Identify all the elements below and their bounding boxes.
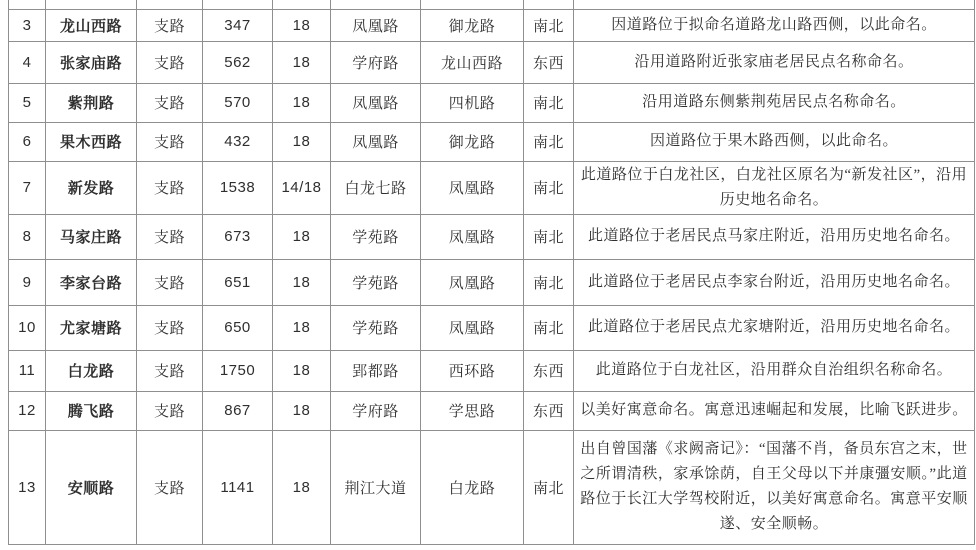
- cell-road-name: 紫荆路: [46, 83, 137, 122]
- table-row: [9, 391, 975, 430]
- cell-start-road: 郢都路: [331, 350, 421, 391]
- empty-cell: [203, 0, 273, 9]
- cell-naming-reason: 沿用道路附近张家庙老居民点名称命名。: [574, 41, 975, 83]
- cell-width: 18: [273, 259, 331, 305]
- empty-cell: [273, 0, 331, 9]
- road-naming-table: [8, 0, 975, 545]
- table-row: [9, 259, 975, 305]
- table-row: [9, 161, 975, 214]
- cell-end-road: 龙山西路: [421, 41, 524, 83]
- empty-cell: [331, 0, 421, 9]
- cell-direction: 南北: [524, 83, 574, 122]
- cell-end-road: 凤凰路: [421, 259, 524, 305]
- cell-width: 18: [273, 122, 331, 161]
- cell-direction: 南北: [524, 430, 574, 544]
- cell-road-name: 李家台路: [46, 259, 137, 305]
- cell-grade: 支路: [137, 305, 203, 350]
- cell-road-name: 张家庙路: [46, 41, 137, 83]
- cell-width: 14/18: [273, 161, 331, 214]
- cell-end-road: 凤凰路: [421, 305, 524, 350]
- cell-start-road: 学苑路: [331, 259, 421, 305]
- cell-naming-reason: 此道路位于老居民点尤家塘附近，沿用历史地名命名。: [574, 305, 975, 350]
- cell-width: 18: [273, 350, 331, 391]
- cell-length: 1141: [203, 430, 273, 544]
- cell-direction: 南北: [524, 259, 574, 305]
- cell-end-road: 四机路: [421, 83, 524, 122]
- cell-end-road: 白龙路: [421, 430, 524, 544]
- table-row: [9, 430, 975, 544]
- cell-end-road: 凤凰路: [421, 214, 524, 259]
- cell-start-road: 学苑路: [331, 214, 421, 259]
- cell-grade: 支路: [137, 214, 203, 259]
- cell-road-name: 尤家塘路: [46, 305, 137, 350]
- cell-road-name: 果木西路: [46, 122, 137, 161]
- empty-cell: [137, 0, 203, 9]
- cell-direction: 东西: [524, 350, 574, 391]
- cell-road-name: 龙山西路: [46, 9, 137, 41]
- cell-end-road: 凤凰路: [421, 161, 524, 214]
- empty-cell: [46, 0, 137, 9]
- cell-grade: 支路: [137, 161, 203, 214]
- cell-naming-reason: 沿用道路东侧紫荆苑居民点名称命名。: [574, 83, 975, 122]
- cell-start-road: 学苑路: [331, 305, 421, 350]
- cell-direction: 南北: [524, 214, 574, 259]
- cell-number: 13: [9, 430, 46, 544]
- cell-grade: 支路: [137, 391, 203, 430]
- cell-start-road: 凤凰路: [331, 9, 421, 41]
- cell-number: 7: [9, 161, 46, 214]
- cell-length: 570: [203, 83, 273, 122]
- cell-road-name: 马家庄路: [46, 214, 137, 259]
- cell-grade: 支路: [137, 259, 203, 305]
- cell-length: 651: [203, 259, 273, 305]
- table-row: [9, 9, 975, 41]
- cell-length: 1750: [203, 350, 273, 391]
- cell-number: 6: [9, 122, 46, 161]
- cell-naming-reason: 此道路位于白龙社区，白龙社区原名为“新发社区”，沿用历史地名命名。: [574, 161, 975, 214]
- cell-start-road: 学府路: [331, 41, 421, 83]
- cell-direction: 东西: [524, 41, 574, 83]
- empty-cell: [574, 0, 975, 9]
- table-row-partial: [9, 0, 975, 9]
- table-row: [9, 305, 975, 350]
- cell-start-road: 凤凰路: [331, 122, 421, 161]
- cell-grade: 支路: [137, 122, 203, 161]
- cell-naming-reason: 此道路位于老居民点李家台附近，沿用历史地名命名。: [574, 259, 975, 305]
- cell-width: 18: [273, 41, 331, 83]
- cell-number: 10: [9, 305, 46, 350]
- cell-number: 8: [9, 214, 46, 259]
- cell-direction: 南北: [524, 161, 574, 214]
- cell-length: 432: [203, 122, 273, 161]
- cell-start-road: 凤凰路: [331, 83, 421, 122]
- cell-naming-reason: 此道路位于老居民点马家庄附近，沿用历史地名命名。: [574, 214, 975, 259]
- cell-width: 18: [273, 9, 331, 41]
- cell-naming-reason: 出自曾国藩《求阙斋记》：“国藩不肖，备员东宫之末，世之所谓清秩，家承馀荫，自王父母以下并康彊安顺。”此道路位于长江大学驾校附近，以美好寓意命名。寓意平安顺遂、安全顺畅。: [574, 430, 975, 544]
- cell-end-road: 御龙路: [421, 122, 524, 161]
- cell-length: 347: [203, 9, 273, 41]
- cell-naming-reason: 以美好寓意命名。寓意迅速崛起和发展，比喻飞跃进步。: [574, 391, 975, 430]
- cell-naming-reason: 因道路位于果木路西侧，以此命名。: [574, 122, 975, 161]
- cell-road-name: 安顺路: [46, 430, 137, 544]
- cell-number: 3: [9, 9, 46, 41]
- cell-end-road: 学思路: [421, 391, 524, 430]
- empty-cell: [9, 0, 46, 9]
- cell-number: 4: [9, 41, 46, 83]
- cell-length: 650: [203, 305, 273, 350]
- cell-width: 18: [273, 83, 331, 122]
- cell-grade: 支路: [137, 9, 203, 41]
- cell-direction: 南北: [524, 305, 574, 350]
- cell-width: 18: [273, 430, 331, 544]
- cell-start-road: 白龙七路: [331, 161, 421, 214]
- cell-direction: 南北: [524, 122, 574, 161]
- cell-naming-reason: 因道路位于拟命名道路龙山路西侧，以此命名。: [574, 9, 975, 41]
- cell-grade: 支路: [137, 83, 203, 122]
- cell-width: 18: [273, 214, 331, 259]
- table-row: [9, 214, 975, 259]
- cell-number: 11: [9, 350, 46, 391]
- table-row: [9, 41, 975, 83]
- cell-number: 9: [9, 259, 46, 305]
- cell-length: 1538: [203, 161, 273, 214]
- cell-start-road: 学府路: [331, 391, 421, 430]
- cell-length: 867: [203, 391, 273, 430]
- cell-length: 562: [203, 41, 273, 83]
- empty-cell: [524, 0, 574, 9]
- cell-direction: 南北: [524, 9, 574, 41]
- cell-start-road: 荆江大道: [331, 430, 421, 544]
- cell-width: 18: [273, 305, 331, 350]
- table-row: [9, 122, 975, 161]
- cell-width: 18: [273, 391, 331, 430]
- cell-number: 12: [9, 391, 46, 430]
- cell-naming-reason: 此道路位于白龙社区，沿用群众自治组织名称命名。: [574, 350, 975, 391]
- cell-grade: 支路: [137, 41, 203, 83]
- cell-road-name: 白龙路: [46, 350, 137, 391]
- cell-road-name: 新发路: [46, 161, 137, 214]
- empty-cell: [421, 0, 524, 9]
- cell-number: 5: [9, 83, 46, 122]
- cell-grade: 支路: [137, 430, 203, 544]
- cell-end-road: 御龙路: [421, 9, 524, 41]
- table-row: [9, 83, 975, 122]
- cell-direction: 东西: [524, 391, 574, 430]
- cell-grade: 支路: [137, 350, 203, 391]
- cell-road-name: 腾飞路: [46, 391, 137, 430]
- table-row: [9, 350, 975, 391]
- cell-length: 673: [203, 214, 273, 259]
- cell-end-road: 西环路: [421, 350, 524, 391]
- table-body: [9, 0, 975, 544]
